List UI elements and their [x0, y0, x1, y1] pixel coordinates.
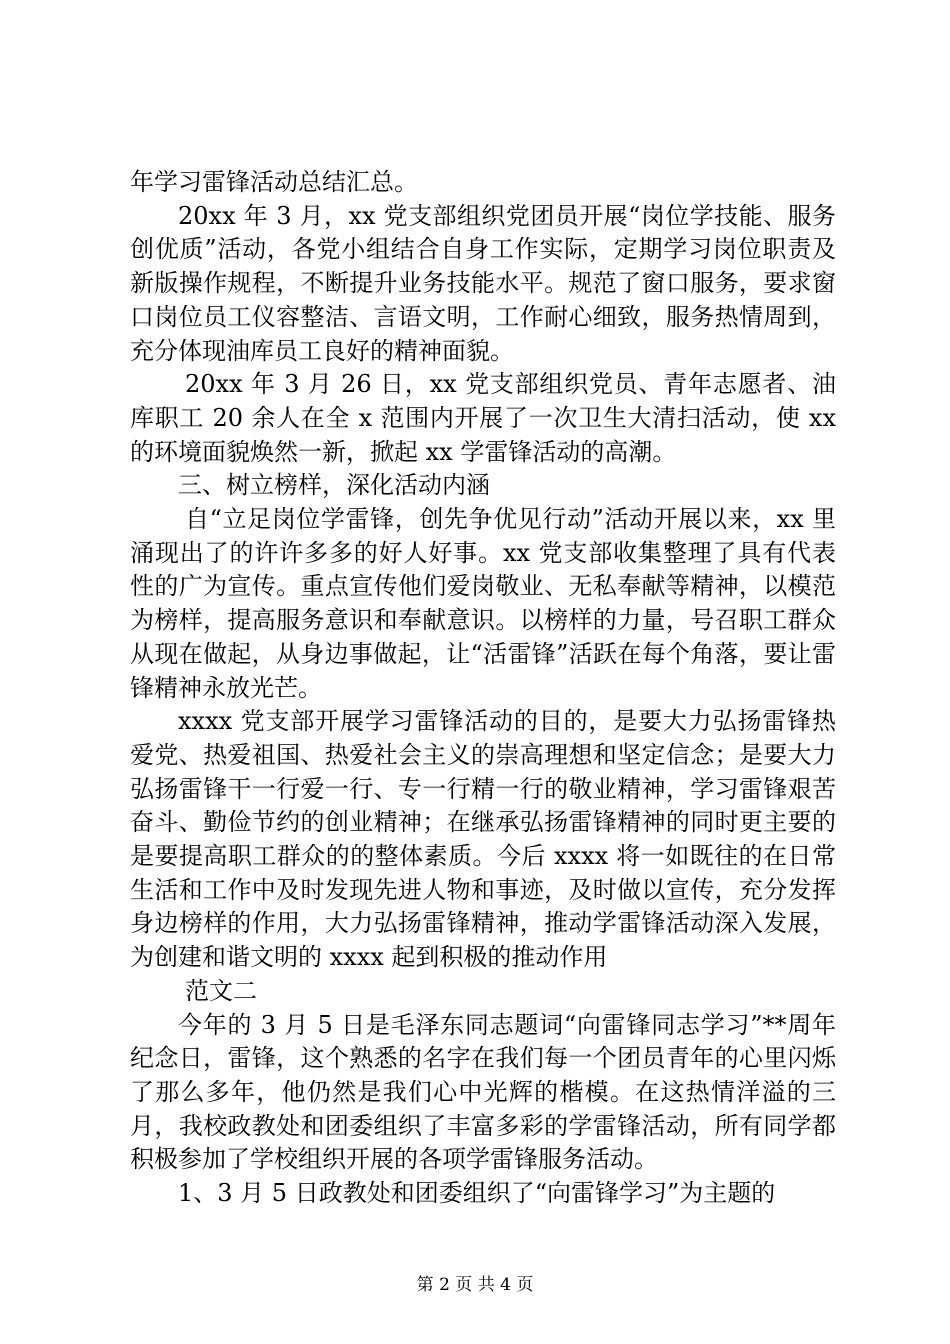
- document-body: [130, 166, 836, 1211]
- page-footer: 第 2 页 共 4 页: [416, 1275, 534, 1295]
- paragraph-3: 20xx 年 3 月 26 日，xx 党支部组织党员、青年志愿者、油库职工 20 余人在全 x 范围内开展了一次卫生大清扫活动，使 xx 的环境面貌焕然一新，掀起 xx 学雷锋活动的高潮。: [130, 370, 836, 466]
- paragraph-6: xxxx 党支部开展学习雷锋活动的目的，是要大力弘扬雷锋热爱党、热爱祖国、热爱社会主义的崇高理想和坚定信念；是要大力弘扬雷锋干一行爱一行、专一行精一行的敬业精神，学习雷锋艰苦奋斗、勤俭节约的创业精神；在继承弘扬雷锋精神的同时更主要的是要提高职工群众的的整体素质。今后 xxxx 将一如既往的在日常生活和工作中及时发现先进人物和事迹，及时做以宣传，充分发挥身边榜样的作用，大力弘扬雷锋精神，推动学雷锋活动深入发展，为创建和谐文明的 xxxx 起到积极的推动作用: [130, 707, 836, 972]
- paragraph-8: 今年的 3 月 5 日是毛泽东同志题词“向雷锋同志学习”**周年纪念日，雷锋，这个熟悉的名字在我们每一个团员青年的心里闪烁了那么多年，他仍然是我们心中光辉的楷模。在这热情洋溢的三月，我校政教处和团委组织了丰富多彩的学雷锋活动，所有同学都积极参加了学校组织开展的各项学雷锋服务活动。: [130, 1010, 836, 1174]
- paragraph-2: 20xx 年 3 月，xx 党支部组织党团员开展“岗位学技能、服务创优质”活动，各党小组结合自身工作实际，定期学习岗位职责及新版操作规程，不断提升业务技能水平。规范了窗口服务，要求窗口岗位员工仪容整洁、言语文明，工作耐心细致，服务热情周到，充分体现油库员工良好的精神面貌。: [130, 201, 836, 365]
- paragraph-5: 自“立足岗位学雷锋，创先争优见行动”活动开展以来，xx 里涌现出了的许许多多的好人好事。xx 党支部收集整理了具有代表性的广为宣传。重点宣传他们爱岗敬业、无私奉献等精神，以模范为榜样，提高服务意识和奉献意识。以榜样的力量，号召职工群众从现在做起，从身边事做起，让“活雷锋”活跃在每个角落，要让雷锋精神永放光芒。: [130, 505, 836, 702]
- paragraph-9: 1、3 月 5 日政教处和团委组织了“向雷锋学习”为主题的: [178, 1179, 776, 1208]
- paragraph-1: 年学习雷锋活动总结汇总。: [130, 168, 418, 196]
- section-heading: 三、树立榜样，深化活动内涵: [178, 471, 490, 500]
- sample-heading: 范文二: [185, 976, 257, 1005]
